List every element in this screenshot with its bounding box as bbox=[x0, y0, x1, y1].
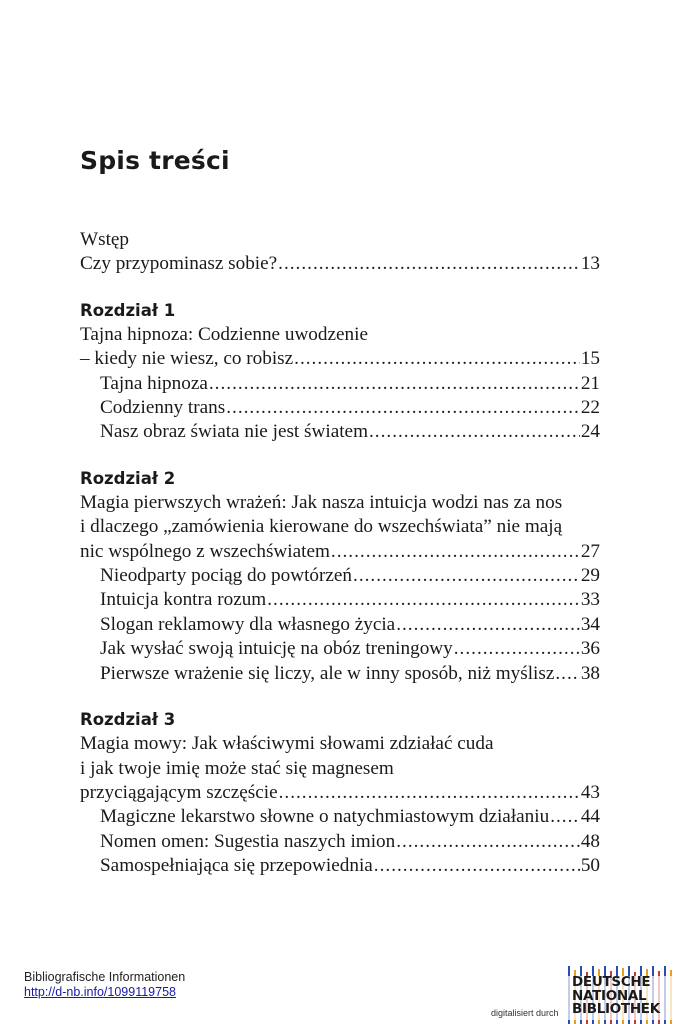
toc-subentry bbox=[80, 420, 600, 444]
entry-title: Tajna hipnoza bbox=[100, 372, 208, 394]
dot-leader bbox=[353, 564, 580, 588]
toc-subentry bbox=[80, 830, 600, 854]
logo-line: DEUTSCHE bbox=[572, 974, 651, 990]
entry-page: 21 bbox=[580, 372, 600, 394]
toc-subentry bbox=[80, 588, 600, 612]
toc-subentry bbox=[80, 564, 600, 588]
dot-leader bbox=[396, 613, 580, 637]
chapter-title-line: Magia pierwszych wrażeń: Jak nasza intuicja wodzi nas za nos bbox=[80, 491, 563, 513]
entry-page: 27 bbox=[580, 540, 600, 562]
entry-page: 34 bbox=[580, 613, 600, 635]
entry-title: Samospełniająca się przepowiednia bbox=[100, 855, 373, 877]
entry-title: Nieodparty pociąg do powtórzeń bbox=[100, 565, 353, 587]
dot-leader bbox=[550, 805, 580, 829]
entry-page: 33 bbox=[580, 589, 600, 611]
dot-leader bbox=[331, 540, 580, 564]
entry-title: Nomen omen: Sugestia naszych imion bbox=[100, 830, 396, 852]
dot-leader bbox=[294, 347, 580, 371]
logo-line: BIBLIOTHEK bbox=[572, 1001, 660, 1017]
dot-leader bbox=[278, 252, 580, 276]
entry-page: 15 bbox=[580, 348, 600, 370]
logo-line: NATIONAL bbox=[572, 987, 647, 1004]
entry-title: – kiedy nie wiesz, co robisz bbox=[80, 348, 294, 370]
entry-title: Czy przypominasz sobie? bbox=[80, 253, 278, 275]
dot-leader bbox=[396, 830, 580, 854]
toc-entry bbox=[80, 347, 600, 371]
dot-leader bbox=[369, 420, 580, 444]
chapter-1-section bbox=[80, 299, 600, 445]
bib-link[interactable]: http://d-nb.info/1099119758 bbox=[24, 985, 176, 999]
entry-title: nic wspólnego z wszechświatem bbox=[80, 540, 330, 562]
chapter-title-line: Magia mowy: Jak właściwymi słowami zdziałać cuda bbox=[80, 733, 494, 755]
dnb-logo bbox=[566, 966, 676, 1024]
entry-title: Magiczne lekarstwo słowne o natychmiastowym działaniu bbox=[100, 806, 550, 828]
entry-page: 38 bbox=[580, 662, 600, 684]
dot-leader bbox=[226, 396, 580, 420]
entry-title: Pierwsze wrażenie się liczy, ale w inny sposób, niż myślisz bbox=[100, 662, 555, 684]
intro-section bbox=[80, 228, 600, 277]
toc-subentry bbox=[80, 662, 600, 686]
chapter-2-section bbox=[80, 467, 600, 686]
intro-heading: Wstęp bbox=[80, 229, 130, 250]
entry-page: 22 bbox=[580, 397, 600, 419]
chapter-heading: Rozdział 3 bbox=[80, 710, 176, 730]
entry-title: Nasz obraz świata nie jest światem bbox=[100, 421, 368, 443]
dot-leader bbox=[374, 854, 580, 878]
toc-subentry bbox=[80, 396, 600, 420]
entry-page: 43 bbox=[580, 781, 600, 803]
entry-page: 48 bbox=[580, 830, 600, 852]
chapter-title-line: i jak twoje imię może stać się magnesem bbox=[80, 757, 394, 779]
entry-page: 24 bbox=[580, 421, 600, 443]
page-title: Spis treści bbox=[80, 146, 230, 175]
entry-title: Intuicja kontra rozum bbox=[100, 589, 267, 611]
entry-page: 29 bbox=[580, 565, 600, 587]
toc-subentry bbox=[80, 372, 600, 396]
toc-entry bbox=[80, 540, 600, 564]
chapter-3-section bbox=[80, 708, 600, 878]
chapter-title-line: i dlaczego „zamówienia kierowane do wszechświata” nie mają bbox=[80, 516, 563, 538]
toc-subentry bbox=[80, 613, 600, 637]
dot-leader bbox=[555, 662, 579, 686]
bib-label: Bibliografische Informationen bbox=[24, 970, 186, 984]
entry-title: Slogan reklamowy dla własnego życia bbox=[100, 613, 396, 635]
entry-title: Codzienny trans bbox=[100, 397, 226, 419]
chapter-title-line: Tajna hipnoza: Codzienne uwodzenie bbox=[80, 323, 368, 345]
entry-title: przyciągającym szczęście bbox=[80, 781, 278, 803]
chapter-heading: Rozdział 1 bbox=[80, 300, 176, 320]
table-of-contents bbox=[80, 228, 600, 901]
toc-entry bbox=[80, 252, 600, 276]
dot-leader bbox=[209, 372, 580, 396]
entry-page: 50 bbox=[580, 855, 600, 877]
entry-page: 44 bbox=[580, 806, 600, 828]
dot-leader bbox=[454, 637, 580, 661]
toc-subentry bbox=[80, 805, 600, 829]
entry-page: 13 bbox=[580, 253, 600, 275]
dot-leader bbox=[267, 588, 580, 612]
bibliographic-info bbox=[24, 970, 185, 1000]
toc-subentry bbox=[80, 637, 600, 661]
digitized-by-label: digitalisiert durch bbox=[491, 1008, 559, 1018]
entry-page: 36 bbox=[580, 638, 600, 660]
dnb-logo-text bbox=[572, 976, 660, 1017]
chapter-heading: Rozdział 2 bbox=[80, 468, 176, 488]
dot-leader bbox=[279, 781, 580, 805]
entry-title: Jak wysłać swoją intuicję na obóz treningowy bbox=[100, 638, 453, 660]
toc-subentry bbox=[80, 854, 600, 878]
toc-entry bbox=[80, 781, 600, 805]
